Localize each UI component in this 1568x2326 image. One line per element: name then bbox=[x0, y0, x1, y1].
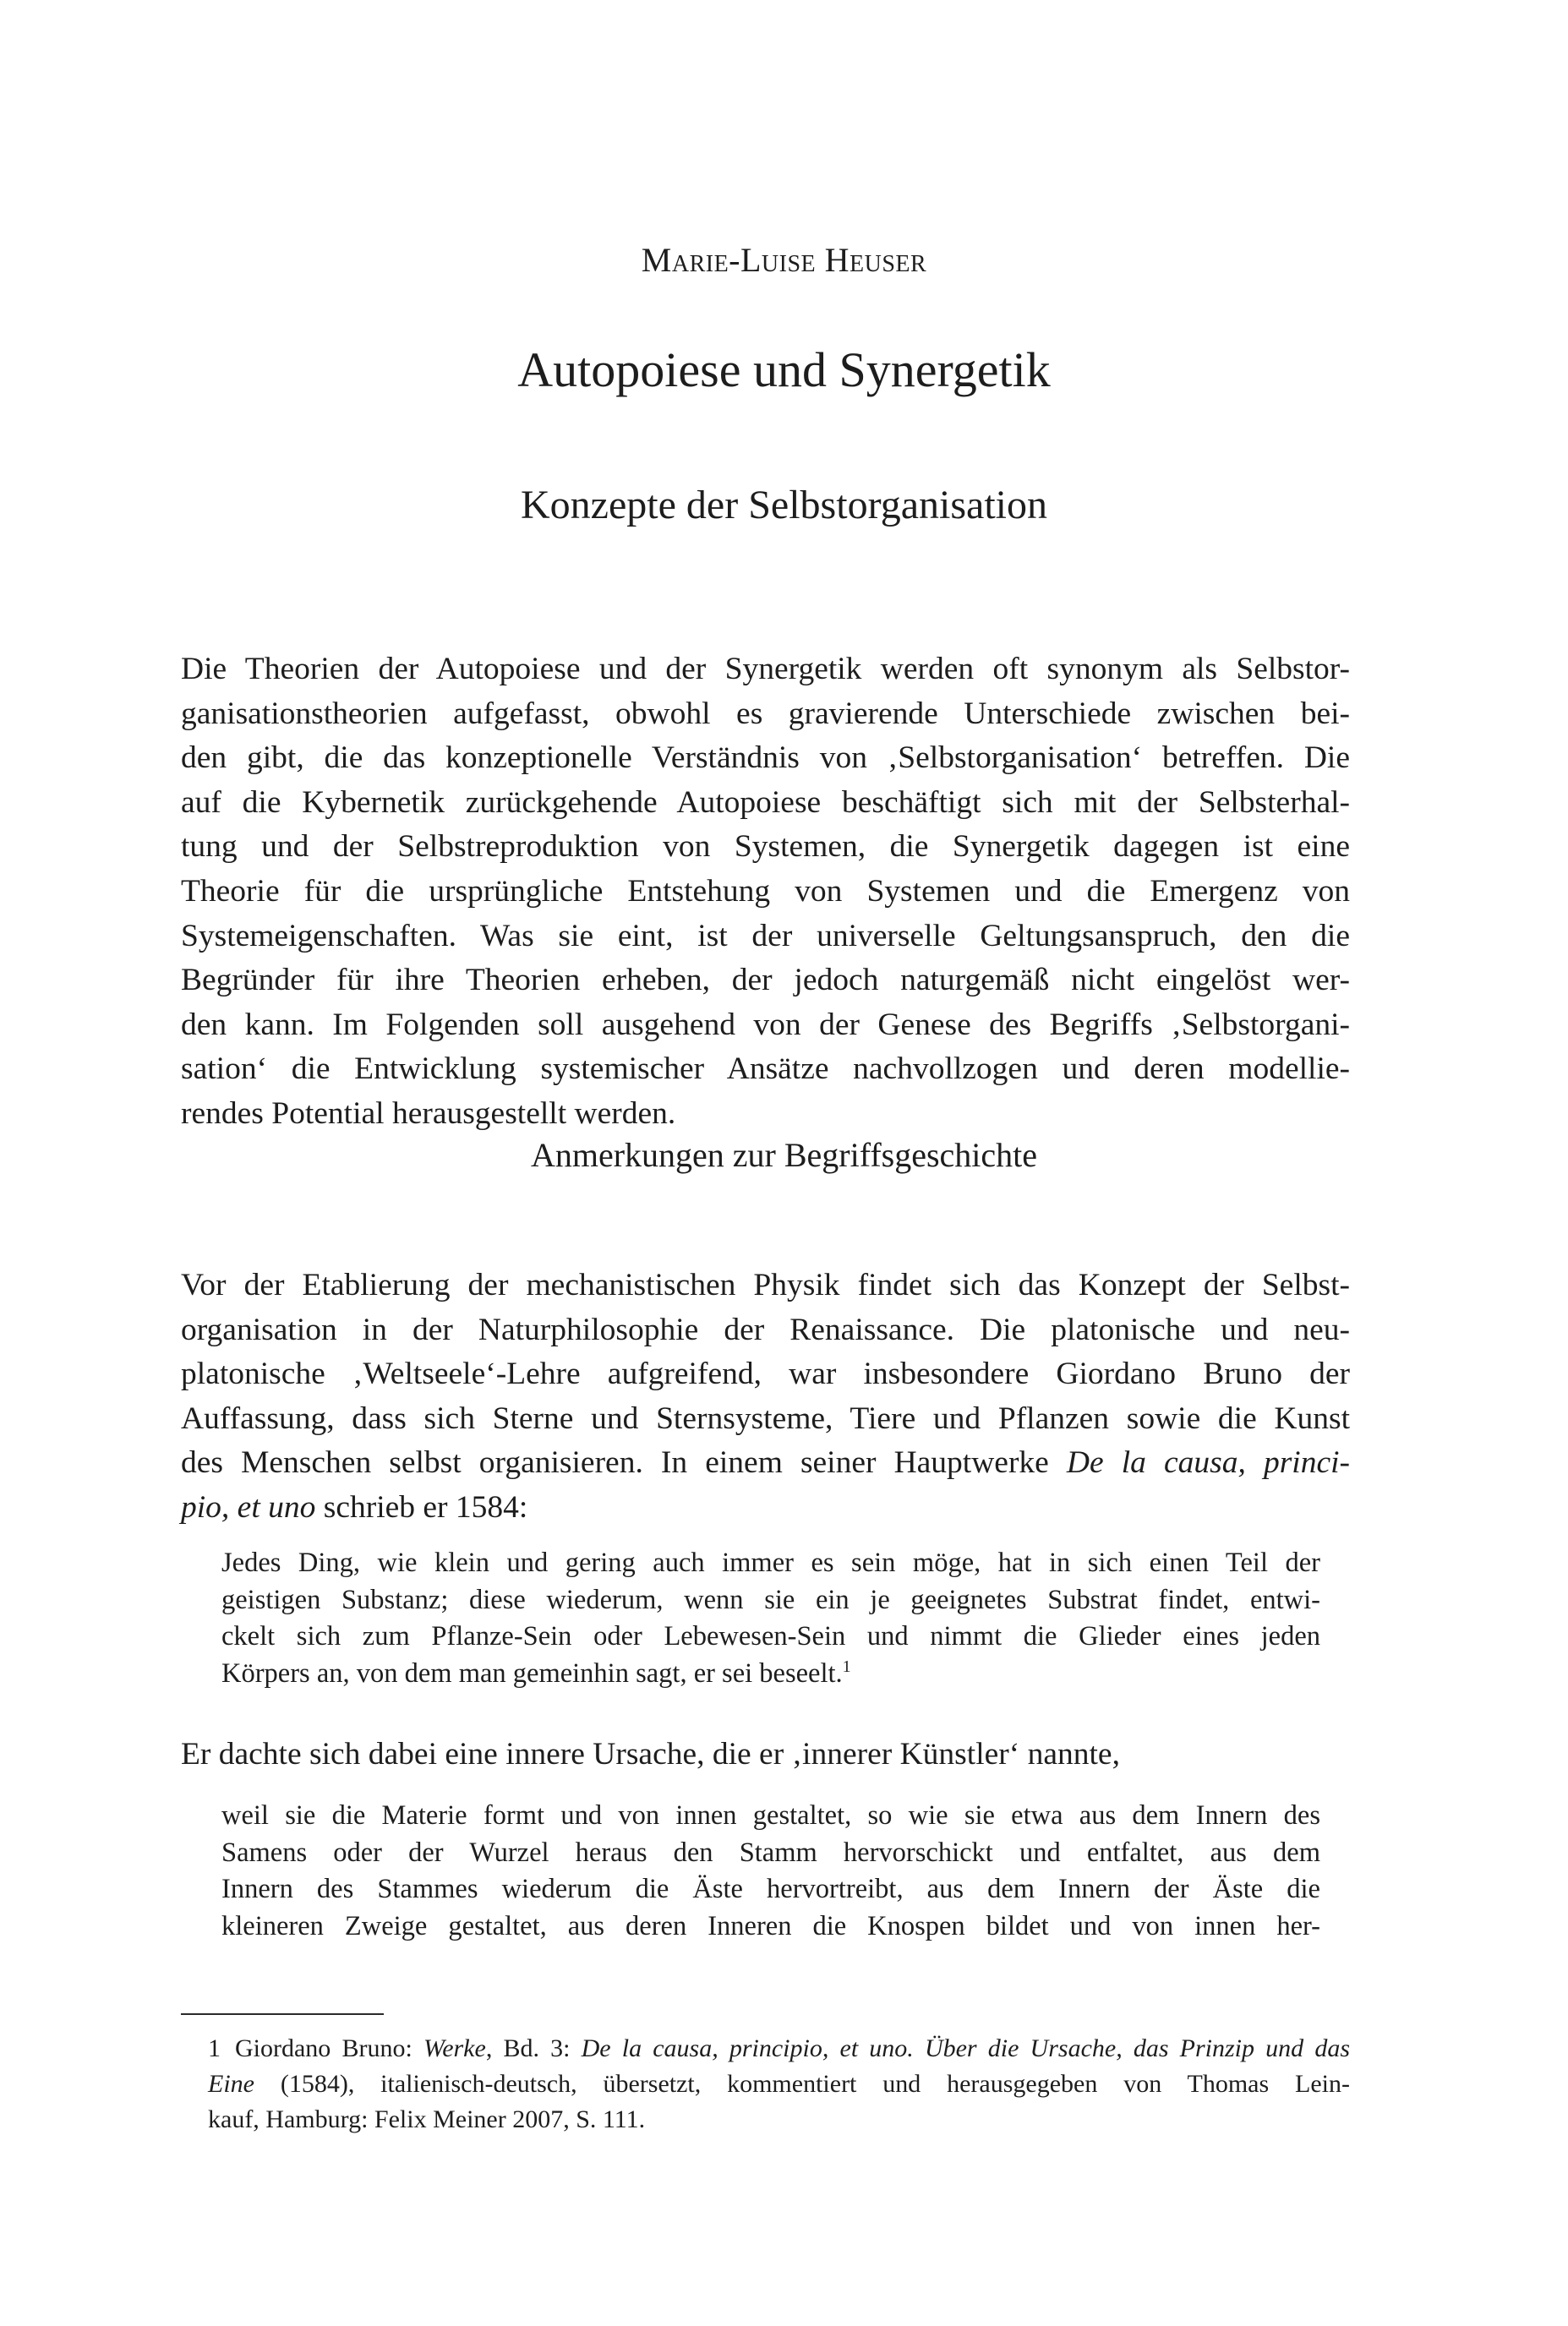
quote-line: geistigen Substanz; diese wiederum, wenn sie ein je geeignetes Substrat findet, entwi- bbox=[221, 1584, 1320, 1615]
text-line: Auffassung, dass sich Sterne und Sternsysteme, Tiere und Pflanzen sowie die Kunst bbox=[181, 1401, 1350, 1436]
text-line: Systemeigenschaften. Was sie eint, ist der universelle Geltungsanspruch, den die bbox=[181, 918, 1350, 953]
quote-line: Jedes Ding, wie klein und gering auch immer es sein möge, hat in sich einen Teil der bbox=[221, 1548, 1320, 1578]
quote-line: Samens oder der Wurzel heraus den Stamm hervorschickt und entfaltet, aus dem bbox=[221, 1837, 1320, 1868]
quote-line: kleineren Zweige gestaltet, aus deren Inneren die Knospen bildet und von innen her- bbox=[221, 1911, 1320, 1942]
quote-line: weil sie die Materie formt und von innen gestaltet, so wie sie etwa aus dem Innern des bbox=[221, 1800, 1320, 1831]
text-line: organisation in der Naturphilosophie der Renaissance. Die platonische und neu- bbox=[181, 1312, 1350, 1347]
footnote-reference[interactable]: 1 bbox=[842, 1657, 851, 1677]
text-line: Vor der Etablierung der mechanistischen Physik findet sich das Konzept der Selbst- bbox=[181, 1268, 1350, 1302]
text-line bbox=[181, 1441, 1350, 1486]
block-quote bbox=[221, 1798, 1320, 1946]
author-name: Marie-Luise Heuser bbox=[641, 241, 927, 279]
italic-work-title: De la causa, principio, et uno. Über die Ursache, das Prinzip und das bbox=[581, 2034, 1350, 2062]
text-line: ganisationstheorien aufgefasst, obwohl es gravierende Unterschiede zwischen bei- bbox=[181, 696, 1350, 731]
article-title: Autopoiese und Synergetik bbox=[517, 342, 1051, 397]
footnote-number: 1 bbox=[208, 2034, 221, 2062]
text-line: den gibt, die das konzeptionelle Verständnis von ‚Selbstorganisation‘ betreffen. Die bbox=[181, 740, 1350, 776]
text-run: , Bd. 3: bbox=[485, 2034, 582, 2062]
text-line: rendes Potential herausgestellt werden. bbox=[181, 1095, 676, 1131]
text-line: auf die Kybernetik zurückgehende Autopoiese beschäftigt sich mit der Selbsterhal- bbox=[181, 784, 1350, 820]
italic-work-title: Eine bbox=[208, 2070, 254, 2098]
block-quote bbox=[221, 1545, 1320, 1693]
text-run: schrieb er 1584: bbox=[315, 1489, 528, 1525]
footnote-divider bbox=[181, 2013, 384, 2015]
text-run: Giordano Bruno: bbox=[235, 2034, 423, 2062]
text-line: sation‘ die Entwicklung systemischer Ansätze nachvollzogen und deren modellie- bbox=[181, 1051, 1350, 1087]
footnote-line: kauf, Hamburg: Felix Meiner 2007, S. 111. bbox=[208, 2105, 646, 2133]
text-line: tung und der Selbstreproduktion von Systemen, die Synergetik dagegen ist eine bbox=[181, 829, 1350, 865]
footnote-line bbox=[208, 2031, 1350, 2067]
footnote bbox=[181, 2031, 1350, 2138]
section-heading: Anmerkungen zur Begriffsgeschichte bbox=[530, 1136, 1038, 1174]
quote-line: ckelt sich zum Pflanze-Sein oder Lebewesen-Sein und nimmt die Glieder eines jeden bbox=[221, 1621, 1320, 1652]
italic-work-title: De la causa, princi- bbox=[1066, 1445, 1351, 1481]
text-run: Körpers an, von dem man gemeinhin sagt, er sei beseelt. bbox=[221, 1658, 843, 1690]
text-line: Begründer für ihre Theorien erheben, der jedoch naturgemäß nicht eingelöst wer- bbox=[181, 963, 1350, 998]
quote-line bbox=[221, 1656, 1320, 1693]
article-subtitle: Konzepte der Selbstorganisation bbox=[521, 483, 1047, 527]
text-run: des Menschen selbst organisieren. In einem seiner Hauptwerke bbox=[181, 1445, 1067, 1481]
text-line: platonische ‚Weltseele‘-Lehre aufgreifend, war insbesondere Giordano Bruno der bbox=[181, 1357, 1350, 1392]
italic-work-title: pio, et uno bbox=[181, 1489, 316, 1525]
text-line: Er dachte sich dabei eine innere Ursache, die er ‚innerer Künstler‘ nannte, bbox=[181, 1737, 1120, 1772]
text-line: Die Theorien der Autopoiese und der Synergetik werden oft synonym als Selbstor- bbox=[181, 652, 1350, 686]
footnote-line bbox=[208, 2067, 1350, 2102]
abstract-paragraph bbox=[181, 647, 1350, 1137]
text-line bbox=[181, 1486, 1350, 1531]
quote-line: Innern des Stammes wiederum die Äste hervortreibt, aus dem Innern der Äste die bbox=[221, 1874, 1320, 1905]
text-line: Theorie für die ursprüngliche Entstehung von Systemen und die Emergenz von bbox=[181, 873, 1350, 909]
text-run: (1584), italienisch-deutsch, übersetzt, kommentiert und herausgegeben von Thomas Lein- bbox=[254, 2070, 1350, 2098]
italic-work-title: Werke bbox=[423, 2034, 486, 2062]
text-line: den kann. Im Folgenden soll ausgehend von der Genese des Begriffs ‚Selbstorgani- bbox=[181, 1007, 1350, 1042]
section-paragraph bbox=[181, 1264, 1350, 1531]
lead-in-text bbox=[181, 1733, 1350, 1777]
